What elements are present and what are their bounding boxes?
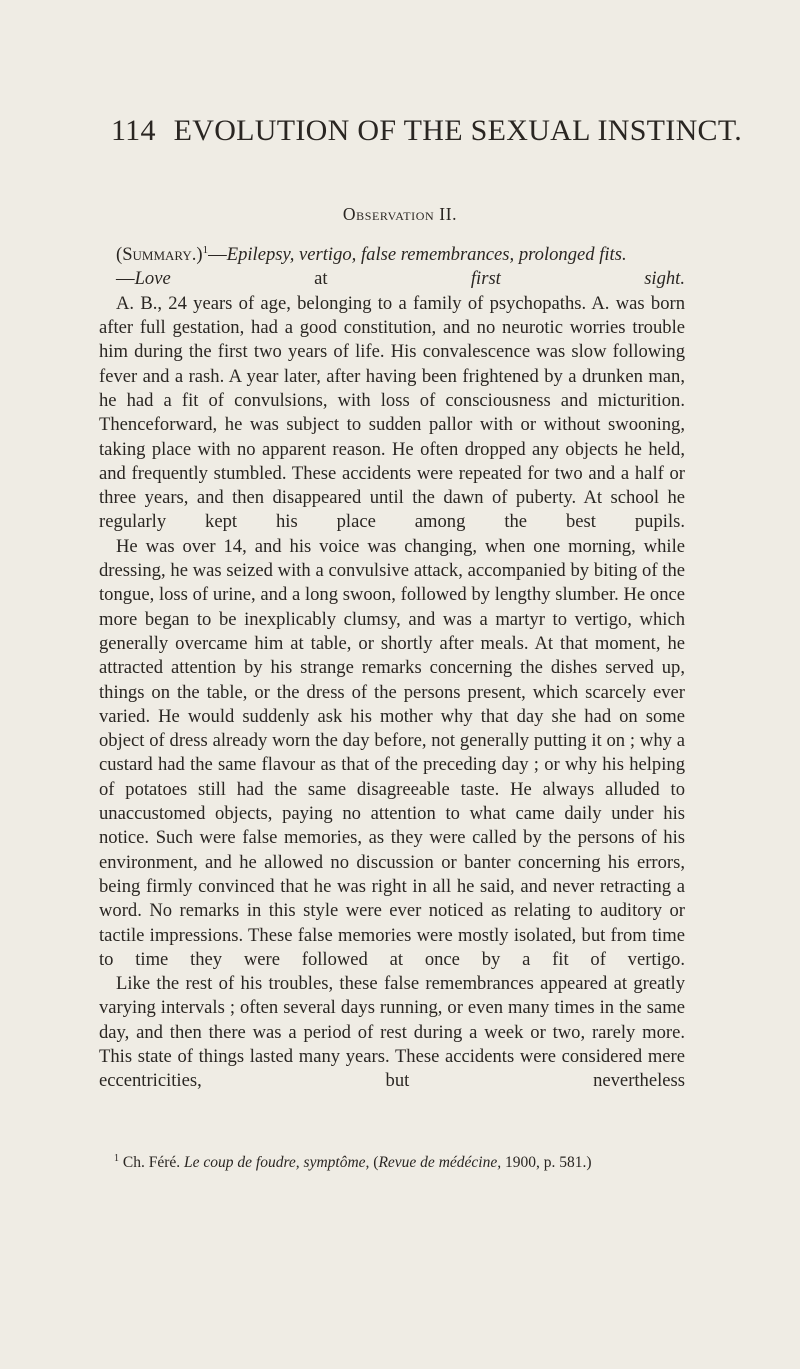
paragraph-3: Like the rest of his troubles, these false remembrances appeared at greatly varying intervals ; often several days running, or even many times in the same day, and then there was a period of rest during a week or two, rarely more. This state of things lasted many years. These accidents were considered mere eccentricities, but nevertheless xyxy=(99,973,685,1092)
summary-first-sight: first sight. xyxy=(470,268,686,290)
summary-second-line xyxy=(99,267,685,291)
paragraph-1: A. B., 24 years of age, belonging to a family of psychopaths. A. was born after full gestation, had a good constitution, and no neurotic worries trouble him during the first two years of life. His convalescence was slow following fever and a rash. A year later, after having been frightened by a drunken man, he had a fit of convulsions, with loss of consciousness and micturition. Thenceforward, he was subject to sudden pallor with or without swooning, taking place with no apparent reason. He often dropped any objects he held, and frequently stumbled. These accidents were repeated for two and a half or three years, and then disappeared until the dawn of puberty. At school he regularly kept his place among the best pupils. xyxy=(99,292,685,533)
footnote-rest: 1900, p. 581.) xyxy=(501,1154,592,1172)
footnote-journal: Revue de médécine, xyxy=(378,1154,502,1172)
summary-love: Love xyxy=(134,268,171,290)
body-text xyxy=(99,238,685,1094)
summary-dash-2: — xyxy=(116,268,135,290)
summary-line xyxy=(99,238,685,267)
footnote-ref: 1 xyxy=(202,244,209,256)
footnote xyxy=(114,1153,694,1172)
running-title: EVOLUTION OF THE SEXUAL INSTINCT. xyxy=(173,114,743,147)
footnote-mark: 1 xyxy=(114,1153,119,1164)
running-head xyxy=(111,114,743,148)
footnote-paren: ( xyxy=(369,1154,379,1172)
summary-at: at xyxy=(170,268,471,290)
summary-lead: (Summary.) xyxy=(116,244,203,266)
summary-topics: Epilepsy, vertigo, false remembrances, prolonged fits. xyxy=(226,244,627,266)
paragraph-2: He was over 14, and his voice was changing, when one morning, while dressing, he was seized with a convulsive attack, accompanied by biting of the tongue, loss of urine, and a long swoon, followed by lengthy slumber. He once more began to be inexplicably clumsy, and was a martyr to vertigo, which generally overcame him at table, or shortly after meals. At that moment, he attracted attention by his strange remarks concerning the dishes served up, things on the table, or the dress of the persons present, which scarcely ever varied. He would suddenly ask his mother why that day she had on some object of dress already worn the day before, not generally putting it on ; why a custard had the same flavour as that of the preceding day ; or why his helping of potatoes still had the same disagreeable taste. He always alluded to unaccustomed objects, paying no attention to what came daily under his notice. Such were false memories, as they were called by the persons of his environment, and he allowed no discussion or banter concerning his errors, being firmly convinced that he was right in all he said, and never retracting a word. No remarks in this style were ever noticed as relating to auditory or tactile impressions. These false memories were mostly isolated, but from time to time they were followed at once by a fit of vertigo. xyxy=(99,535,685,970)
summary-dash: — xyxy=(208,244,227,266)
footnote-author: Ch. Féré. xyxy=(119,1154,181,1172)
page-number: 114 xyxy=(111,114,156,147)
footnote-title: Le coup de foudre, symptôme, xyxy=(184,1154,370,1172)
section-title: Observation II. xyxy=(342,204,458,224)
